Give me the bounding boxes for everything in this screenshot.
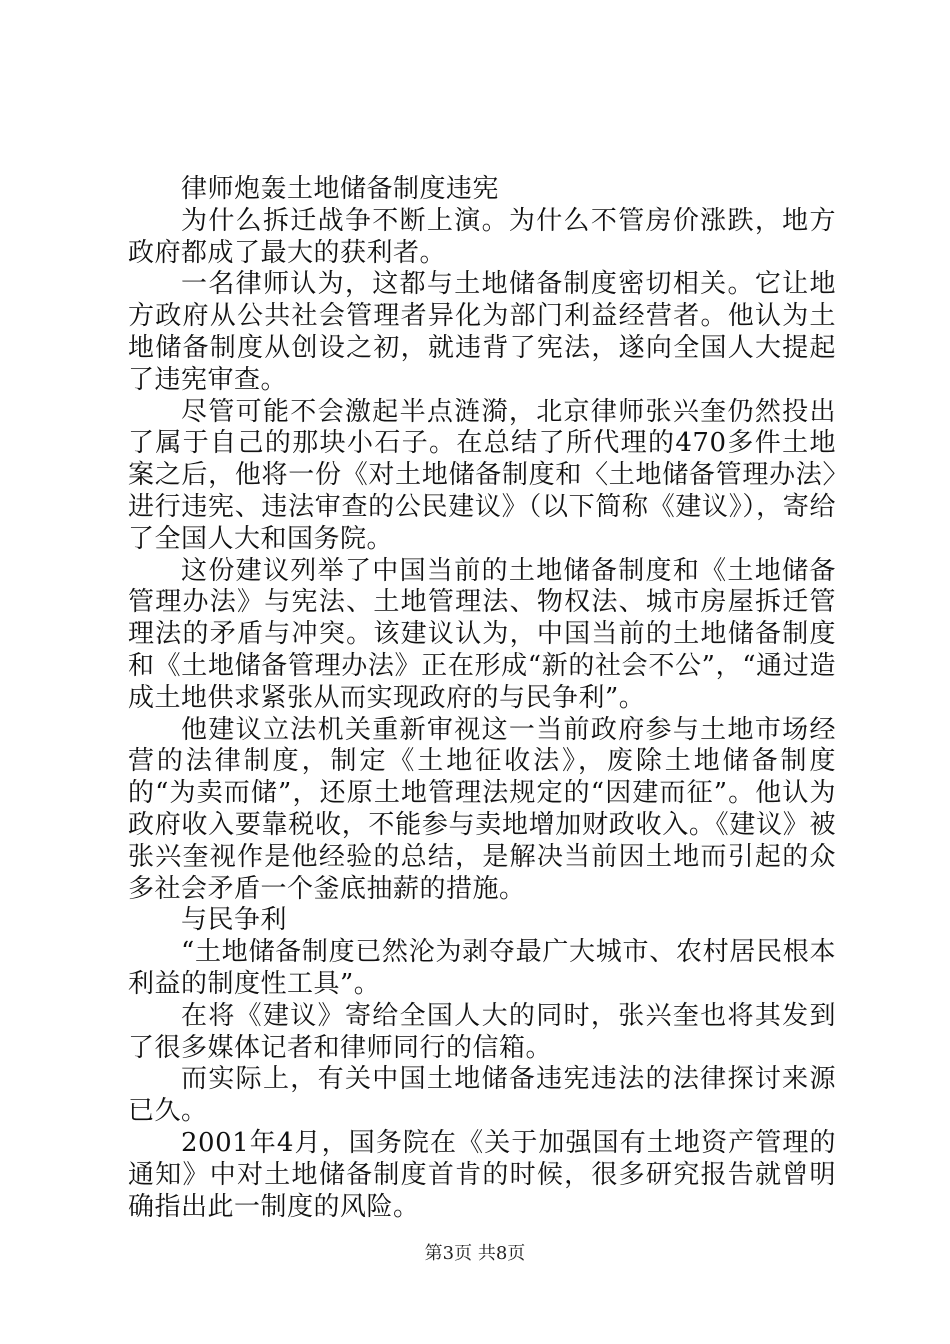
document-body [128, 174, 836, 1223]
section-heading: 与民争利 [181, 905, 288, 936]
paragraph: 在将《建议》寄给全国人大的同时，张兴奎也将其发到了很多媒体记者和律师同行的信箱。 [128, 1000, 836, 1063]
article-title: 律师炮轰土地储备制度违宪 [181, 174, 500, 204]
paragraph: “土地储备制度已然沦为剥夺最广大城市、农村居民根本利益的制度性工具”。 [128, 937, 836, 999]
paragraph: 2001年4月，国务院在《关于加强国有土地资产管理的通知》中对土地储备制度首肯的时候，很多研究报告就曾明确指出此一制度的风险。 [128, 1127, 836, 1222]
paragraph: 尽管可能不会激起半点涟漪，北京律师张兴奎仍然投出了属于自己的那块小石子。在总结了所代理的470多件土地案之后，他将一份《对土地储备制度和〈土地储备管理办法〉进行违宪、违法审查的公民建议》（以下简称《建议》），寄给了全国人大和国务院。 [128, 396, 836, 554]
paragraph: 一名律师认为，这都与土地储备制度密切相关。它让地方政府从公共社会管理者异化为部门利益经营者。他认为土地储备制度从创设之初，就违背了宪法，遂向全国人大提起了违宪审查。 [128, 269, 836, 395]
paragraph: 而实际上，有关中国土地储备违宪违法的法律探讨来源已久。 [128, 1064, 836, 1127]
page-footer: 第3页 共8页 [424, 1243, 526, 1264]
paragraph: 为什么拆迁战争不断上演。为什么不管房价涨跌，地方政府都成了最大的获利者。 [128, 205, 836, 268]
paragraph: 这份建议列举了中国当前的土地储备制度和《土地储备管理办法》与宪法、土地管理法、物权法、城市房屋拆迁管理法的矛盾与冲突。该建议认为，中国当前的土地储备制度和《土地储备管理办法》正在形成“新的社会不公”，“通过造成土地供求紧张从而实现政府的与民争利”。 [128, 555, 836, 713]
paragraph: 他建议立法机关重新审视这一当前政府参与土地市场经营的法律制度，制定《土地征收法》，废除土地储备制度的“为卖而储”，还原土地管理法规定的“因建而征”。他认为政府收入要靠税收，不能参与卖地增加财政收入。《建议》被张兴奎视作是他经验的总结，是解决当前因土地而引起的众多社会矛盾一个釜底抽薪的措施。 [128, 714, 836, 904]
